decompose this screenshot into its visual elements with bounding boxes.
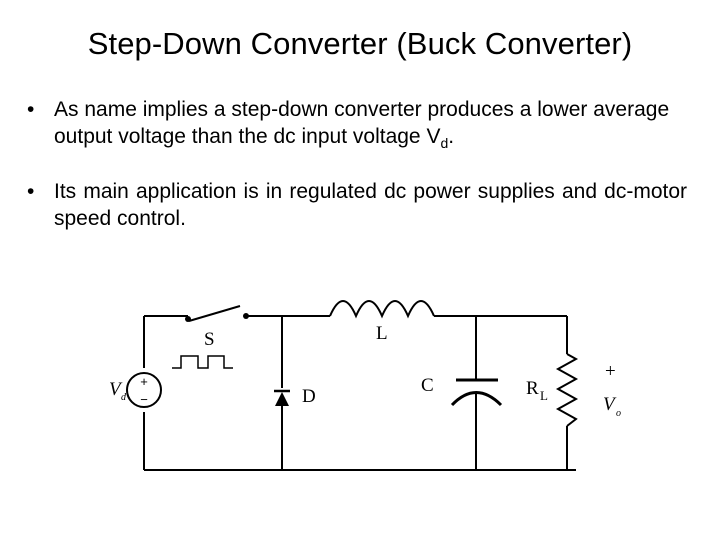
resistor-label: R — [526, 378, 539, 399]
output-plus-label: + — [605, 361, 616, 382]
bullet-dot: • — [27, 98, 35, 121]
capacitor-label: C — [421, 375, 434, 396]
buck-converter-circuit — [100, 292, 620, 487]
switch-contact-right — [243, 313, 249, 319]
diode-label: D — [302, 386, 316, 407]
bullet-list — [27, 96, 687, 253]
slide-title: Step-Down Converter (Buck Converter) — [87, 26, 633, 61]
switch-contact-left — [185, 316, 191, 322]
bullet-text-1 — [54, 96, 687, 157]
bullet-text-2: Its main application is in regulated dc power supplies and dc-motor speed control. — [54, 180, 687, 231]
inductor-coil — [330, 301, 434, 316]
bullet-dot: • — [27, 180, 35, 204]
source-plus-label: + — [140, 374, 148, 389]
diode-triangle — [275, 392, 289, 406]
switch-blade — [189, 306, 240, 321]
circuit-wires — [127, 301, 576, 470]
resistor-zigzag — [558, 354, 576, 426]
switch-label: S — [204, 329, 215, 350]
bullet-text-1-subscript: d — [440, 135, 449, 152]
pwm-waveform — [172, 356, 233, 368]
output-voltage-label: V — [603, 394, 615, 415]
input-voltage-label: V — [109, 379, 121, 400]
resistor-subscript: L — [540, 388, 548, 403]
bullet-text-1-suffix: . — [448, 125, 455, 148]
bullet-text-1-main: As name implies a step-down converter produces a lower average output voltage than the dc input voltage V — [54, 98, 670, 148]
bullet-item-2 — [27, 178, 687, 232]
output-voltage-subscript: o — [616, 408, 621, 419]
inductor-label: L — [376, 323, 388, 344]
input-voltage-subscript: d — [121, 392, 126, 403]
bullet-item-1 — [27, 96, 687, 157]
source-minus-label: − — [140, 392, 148, 407]
